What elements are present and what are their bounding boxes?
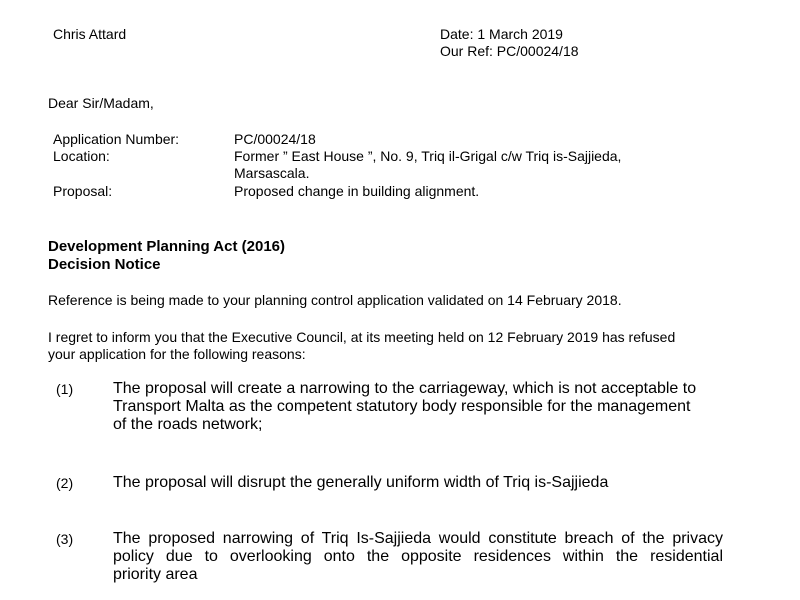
regret-paragraph-line1: I regret to inform you that the Executive Council, at its meeting held on 12 February 2019 has refused [48,329,676,345]
letter-date: Date: 1 March 2019 [440,26,563,42]
reason-text [113,380,725,434]
location-label: Location: [53,148,110,164]
salutation: Dear Sir/Madam, [48,95,154,111]
our-reference: Our Ref: PC/00024/18 [440,43,579,59]
reason-number: (1) [56,381,74,397]
sender-name: Chris Attard [53,26,127,42]
reason-text-line: policy due to overlooking onto the opposite residences within the residential [113,548,723,565]
regret-paragraph-line2: your application for the following reasons: [48,346,306,362]
application-number-value: PC/00024/18 [234,131,316,147]
application-number-label: Application Number: [53,131,180,147]
decision-notice-heading: Decision Notice [48,256,161,273]
reason-text-line: priority area [113,566,198,583]
location-value-line1: Former ” East House ”, No. 9, Triq il-Grigal c/w Triq is-Sajjieda, [234,148,622,164]
proposal-value: Proposed change in building alignment. [234,183,480,199]
reason-text [113,530,723,584]
reason-text-line: Transport Malta as the competent statutory body responsible for the management [113,398,691,415]
reason-text-line: The proposal will disrupt the generally uniform width of Triq is-Sajjieda [113,474,609,491]
reference-paragraph: Reference is being made to your planning control application validated on 14 February 2018. [48,292,622,308]
reason-text-line: The proposed narrowing of Triq Is-Sajjieda would constitute breach of the privacy [113,530,723,547]
reason-text-line: of the roads network; [113,416,263,433]
proposal-label: Proposal: [53,183,113,199]
reason-number: (3) [56,531,74,547]
act-heading: Development Planning Act (2016) [48,238,285,255]
location-value-line2: Marsascala. [234,165,310,181]
reason-text [113,474,725,492]
reason-text-line: The proposal will create a narrowing to the carriageway, which is not acceptable to [113,380,697,397]
reason-number: (2) [56,475,74,491]
